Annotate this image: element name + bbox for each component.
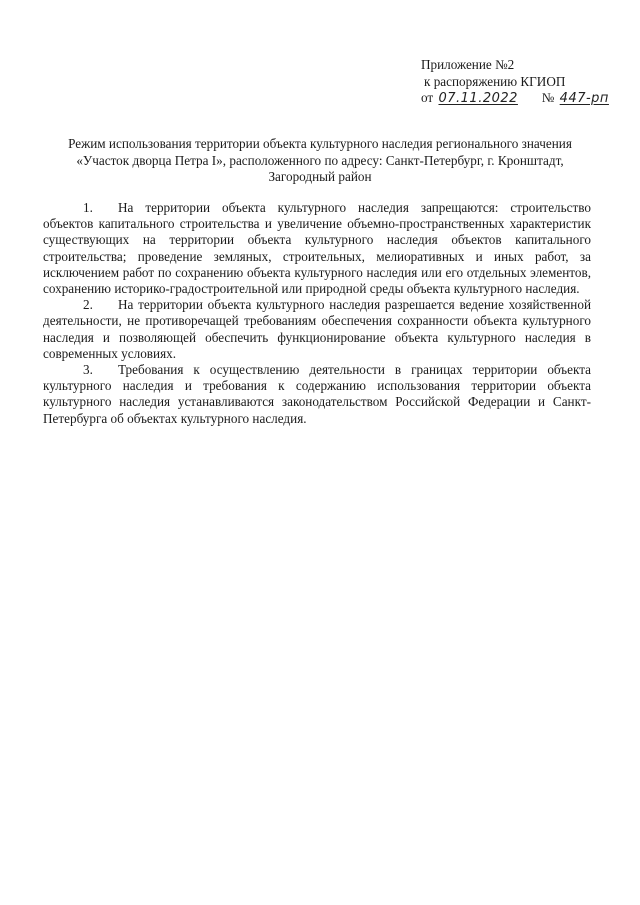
paragraph-text: На территории объекта культурного наследия разрешается ведение хозяйственной деятельности, не противоречащей требованиям обеспечения сохранности объекта культурного наследия и позволяющей обеспечить функционирование объекта культурного наследия в современных условиях.: [43, 297, 591, 361]
document-body: [43, 200, 591, 427]
paragraph-text: На территории объекта культурного наследия запрещаются: строительство объектов капитального строительства и увеличение объемно-пространственных характеристик существующих на территории объекта культурного наследия объектов капитального строительства; проведение земляных, строительных, мелиоративных и иных работ, за исключением работ по сохранению объекта культурного наследия или его отдельных элементов, сохранению историко-градостроительной или природной среды объекта культурного наследия.: [43, 200, 591, 297]
title-line-2: «Участок дворца Петра I», расположенного по адресу: Санкт-Петербург, г. Кронштадт,: [76, 152, 564, 168]
appendix-label: Приложение №2: [421, 57, 515, 72]
order-reference: к распоряжению КГИОП: [424, 73, 566, 89]
appendix-header: [421, 57, 609, 108]
title-line-3: Загородный район: [268, 169, 372, 184]
paragraph-number: 2.: [83, 297, 93, 313]
paragraph-2: [43, 297, 591, 362]
handwritten-order-number: 447-рп: [559, 91, 609, 106]
paragraph-1: [43, 200, 591, 297]
paragraph-3: [43, 362, 591, 427]
paragraph-number: 3.: [83, 362, 93, 378]
number-sign: №: [541, 90, 555, 105]
paragraph-number: 1.: [83, 200, 93, 215]
order-date-number-line: [421, 90, 609, 108]
date-prefix: от: [421, 90, 434, 105]
document-title: [40, 136, 600, 186]
title-line-1: Режим использования территории объекта культурного наследия регионального значения: [68, 136, 572, 151]
paragraph-text: Требования к осуществлению деятельности в границах территории объекта культурного наследия и требования к содержанию использования территории объекта культурного наследия устанавливаются законодательством Российской Федерации и Санкт-Петербурга об объектах культурного наследия.: [43, 362, 591, 426]
handwritten-date: 07.11.2022: [438, 91, 518, 106]
